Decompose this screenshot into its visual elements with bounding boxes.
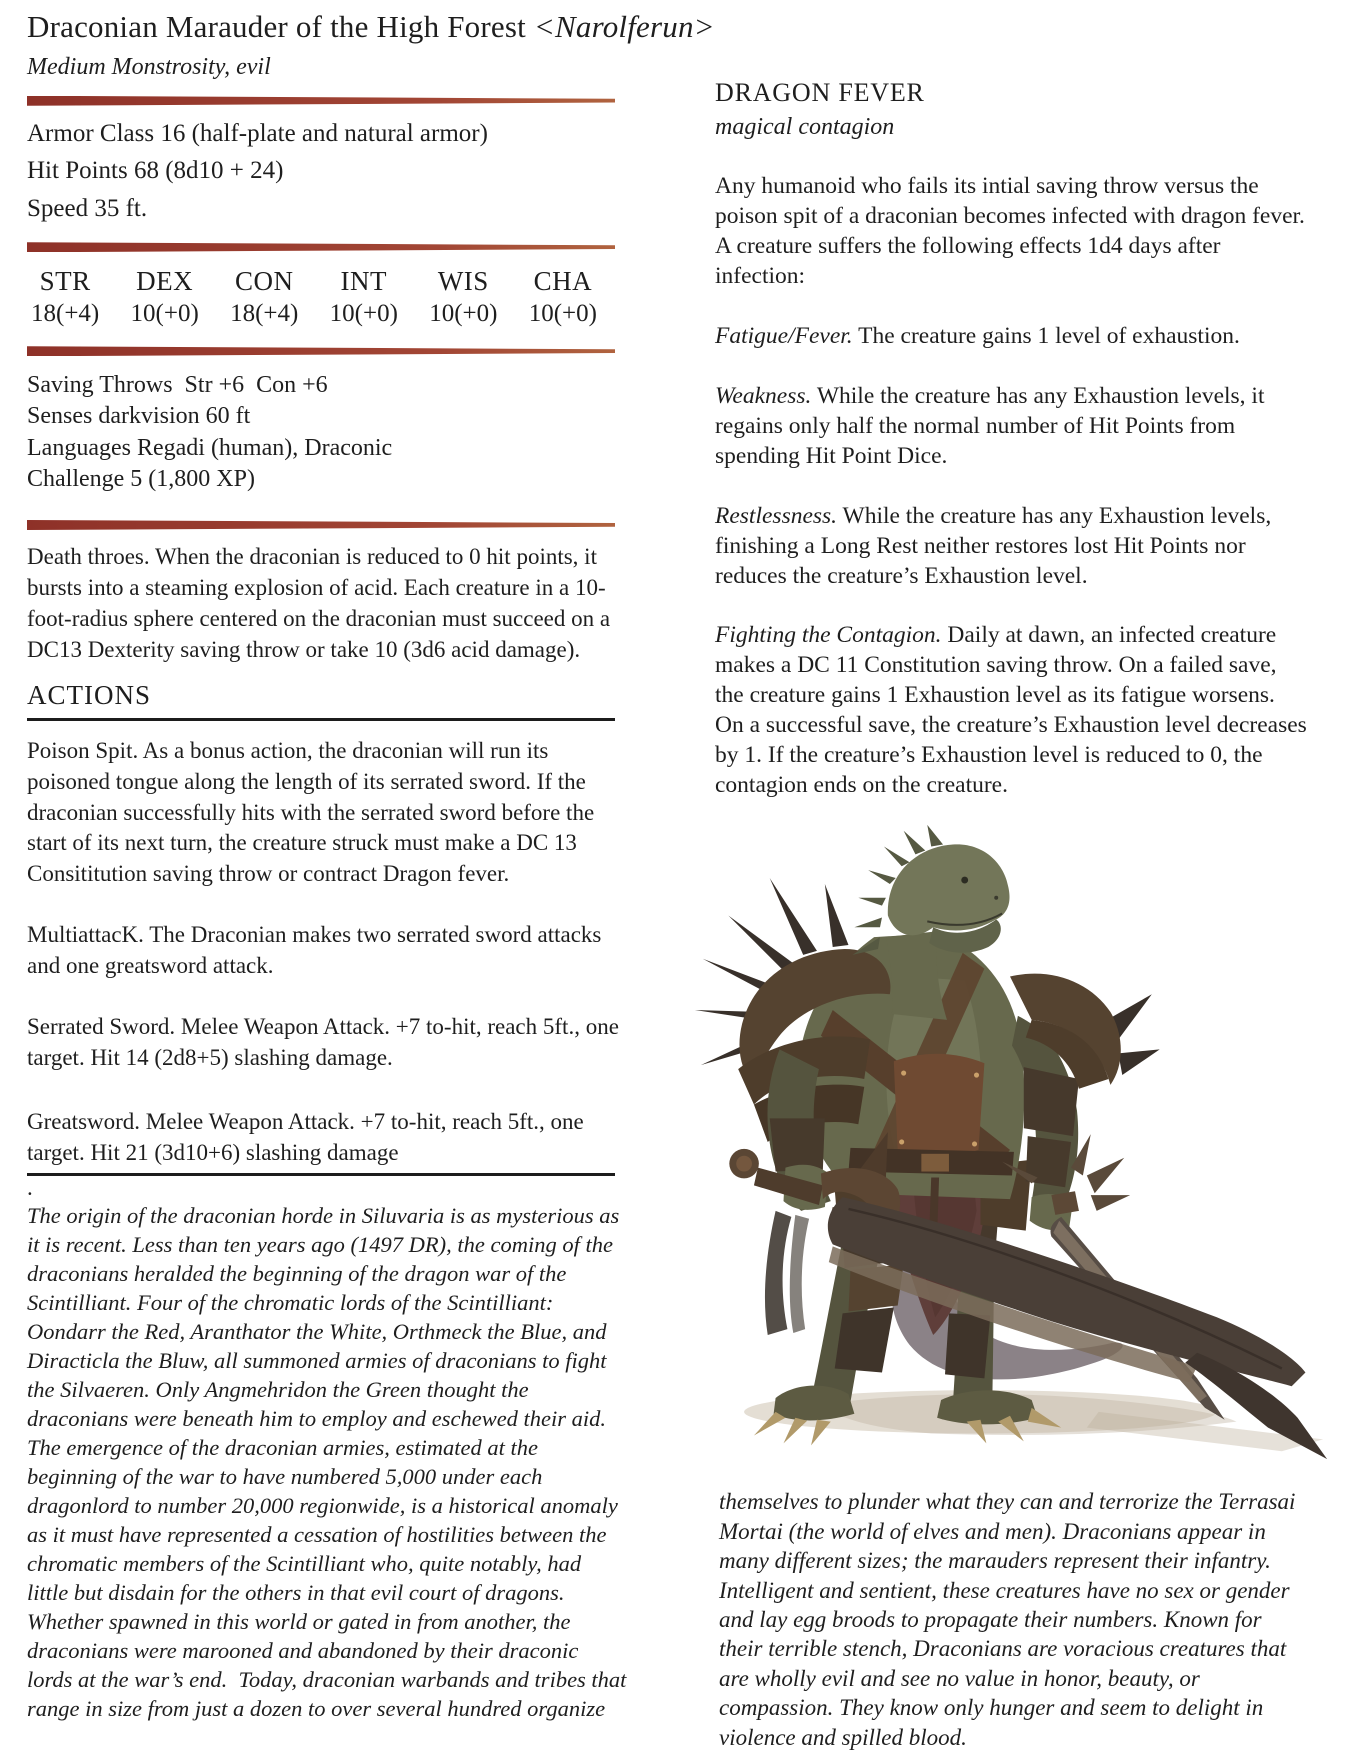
- creature-type: Medium Monstrosity, evil: [27, 53, 271, 80]
- red-divider: [27, 520, 615, 530]
- actions-heading: ACTIONS: [27, 680, 615, 721]
- speed-line: Speed 35 ft.: [27, 194, 148, 222]
- feature-text: While the creature has any Exhaustion levels, finishing a Long Rest neither restores lost Hit Points nor reduces the creature’s Exhaustion level.: [715, 502, 1278, 589]
- ability-int: [330, 266, 398, 328]
- feature-text: The creature gains 1 level of exhaustion.: [852, 322, 1240, 349]
- ability-label: STR: [39, 266, 91, 297]
- draconian-illustration: [685, 817, 1335, 1465]
- ability-score: 10(+0): [130, 300, 199, 328]
- feature-lead: Restlessness.: [715, 502, 838, 529]
- armor-class-line: Armor Class 16 (half-plate and natural armor): [27, 119, 488, 147]
- senses-line: Senses darkvision 60 ft: [27, 403, 251, 430]
- stat-block-column: [27, 8, 715, 1723]
- feature-lead: Fatigue/Fever.: [715, 322, 853, 349]
- feature-fatigue-fever: [715, 322, 1307, 352]
- lore-paragraph-right: themselves to plunder what they can and terrorize the Terrasai Mortai (the world of elves and men). Draconians appear in many different sizes; the marauders represent their infantry. Intelligent and sentient, these creatures have no sex or gender and lay egg broods to propagate their numbers. Known for their terrible stench, Draconians are voracious creatures that are wholly evil and see no value in honor, beauty, or compassion. They know only hunger and seem to delight in violence and spilled blood.: [719, 1489, 1302, 1750]
- poison-spit-paragraph: Poison Spit. As a bonus action, the draconian will run its poisoned tongue along the length of its serrated sword. If the draconian successfully hits with the serrated sword before the start of its next turn, the creature struck must make a DC 13 Consititution saving throw or contract Dragon fever.: [27, 737, 600, 887]
- detail-lines: [27, 370, 627, 495]
- feature-text: Daily at dawn, an infected creature makes a DC 11 Constitution saving throw. On a failed save, the creature gains 1 Exhaustion level as its fatigue worsens. On a successful save, the creature’s Exhaustion level decreases by 1. If the creature’s Exhaustion level is reduced to 0, the contagion ends on the creature.: [715, 622, 1313, 799]
- red-divider: [27, 96, 615, 106]
- ability-label: CHA: [533, 266, 593, 297]
- ability-str: [31, 266, 99, 328]
- lore-paragraph-left: The origin of the draconian horde in Siluvaria is as mysterious as it is recent. Less than ten years ago (1497 DR), the coming of the draconians heralded the beginning of the dragon war of the Scintilliant. Four of the chromatic lords of the Scintilliant: Oondarr the Red, Aranthator the White, Orthmeck the Blue, and Diracticla the Bluw, all summoned armies of draconians to fight the Silvaeren. Only Angmehridon the Green thought the draconians were beneath him to employ and eschewed their aid. The emergence of the draconian armies, estimated at the beginning of the war to have numbered 5,000 under each dragonlord to number 20,000 regionwide, is a historical anomaly as it must have represented a cessation of hostilities between the chromatic members of the Scintilliant who, quite notably, had little but disdain for the others in that evil court of dragons. Whether spawned in this world or gated in from another, the draconians were marooned and abandoned by their draconic lords at the war’s end. Today, draconian warbands and tribes that range in size from just a dozen to over several hundred organize: [27, 1202, 633, 1722]
- page-title: [27, 8, 715, 47]
- ability-label: INT: [340, 266, 387, 297]
- serrated-sword-paragraph: Serrated Sword. Melee Weapon Attack. +7 to-hit, reach 5ft., one target. Hit 14 (2d8+5) slashing damage.: [27, 1014, 625, 1071]
- greatsword-paragraph: Greatsword. Melee Weapon Attack. +7 to-hit, reach 5ft., one target. Hit 21 (3d10+6) slashing damage: [27, 1108, 590, 1165]
- ability-label: WIS: [437, 266, 489, 297]
- red-divider: [27, 242, 615, 252]
- feature-lead: Weakness.: [715, 382, 812, 409]
- ability-score: 10(+0): [528, 300, 597, 328]
- creature-name: Draconian Marauder of the High Forest: [27, 9, 534, 44]
- ability-dex: [131, 266, 199, 328]
- overflow-period: .: [27, 1174, 33, 1200]
- ability-cha: [529, 266, 597, 328]
- ability-label: DEX: [136, 266, 194, 297]
- ability-scores-table: [31, 266, 597, 328]
- core-stats: [27, 115, 627, 228]
- feature-fighting-the-contagion: [715, 621, 1313, 801]
- challenge-line: Challenge 5 (1,800 XP): [27, 465, 255, 492]
- ability-score: 10(+0): [329, 300, 398, 328]
- ability-score: 10(+0): [429, 300, 498, 328]
- dragon-fever-subheading: magical contagion: [715, 114, 895, 140]
- death-throes-paragraph: Death throes. When the draconian is reduced to 0 hit points, it bursts into a steaming explosion of acid. Each creature in a 10-foot-radius sphere centered on the draconian must succeed on a DC13 Dexterity saving throw or take 10 (3d6 acid damage).: [27, 544, 616, 662]
- feature-weakness: [715, 382, 1307, 472]
- feature-lead: Fighting the Contagion.: [715, 622, 942, 649]
- multiattack-paragraph: MultiattacK. The Draconian makes two serrated sword attacks and one greatsword attack.: [27, 922, 608, 979]
- ability-score: 18(+4): [31, 300, 100, 328]
- red-divider: [27, 346, 615, 356]
- ability-wis: [429, 266, 497, 328]
- feature-restlessness: [715, 502, 1307, 592]
- dragon-fever-column: [715, 78, 1313, 1752]
- creature-epithet: <Narolferun>: [533, 9, 715, 44]
- feature-text: While the creature has any Exhaustion levels, it regains only half the normal number of Hit Points from spending Hit Point Dice.: [715, 382, 1271, 469]
- dragon-fever-intro: Any humanoid who fails its intial saving throw versus the poison spit of a draconian becomes infected with dragon fever. A creature suffers the following effects 1d4 days after infection:: [715, 173, 1310, 289]
- ability-score: 18(+4): [230, 300, 299, 328]
- saving-throws-line: Saving Throws Str +6 Con +6: [27, 372, 328, 399]
- draconian-illustration-svg: [685, 817, 1335, 1465]
- ability-label: CON: [234, 266, 294, 297]
- hit-points-line: Hit Points 68 (8d10 + 24): [27, 157, 284, 185]
- dragon-fever-heading: DRAGON FEVER: [715, 78, 925, 107]
- ability-con: [230, 266, 298, 328]
- languages-line: Languages Regadi (human), Draconic: [27, 434, 393, 461]
